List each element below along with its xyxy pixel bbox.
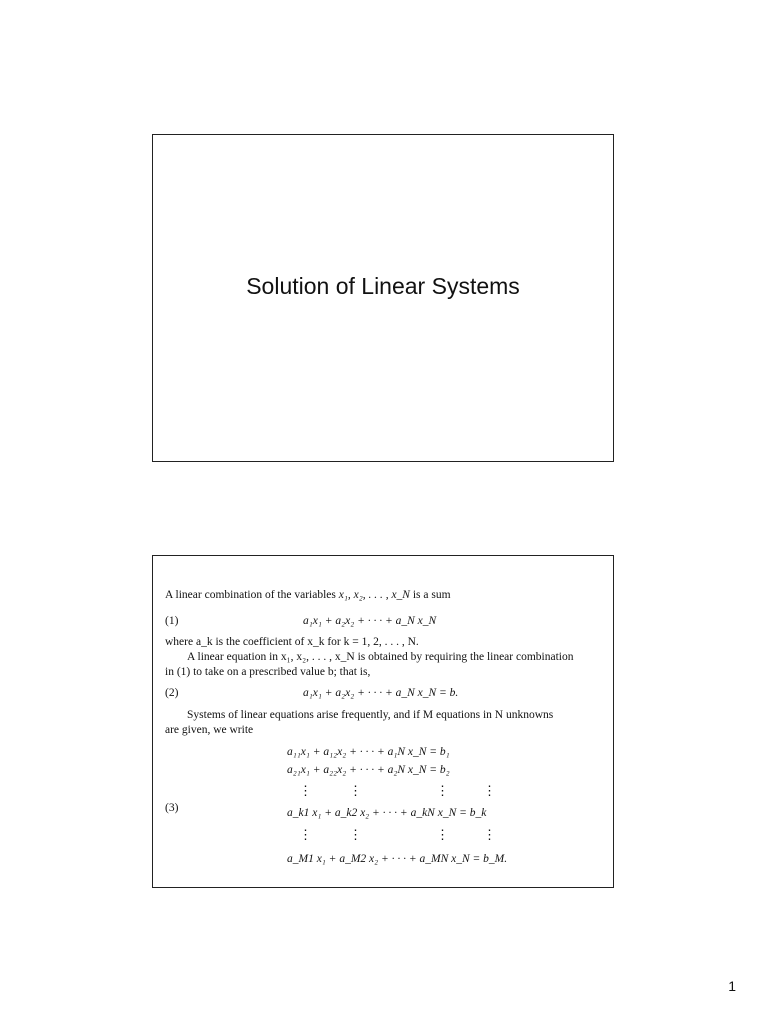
eq1-expression: a₁x₁ + a₂x₂ + · · · + a_N x_N	[303, 615, 437, 627]
vertical-dots: ⋮	[483, 827, 496, 842]
page-number: 1	[728, 978, 736, 994]
vertical-dots: ⋮	[349, 783, 362, 798]
vertical-dots: ⋮	[349, 827, 362, 842]
system-row-1: a₁₁x₁ + a₁₂x₂ + · · · + a₁N x_N = b₁	[287, 746, 450, 758]
eq2-expression: a₁x₁ + a₂x₂ + · · · + a_N x_N = b.	[303, 687, 459, 699]
system-row-2: a₂₁x₁ + a₂₂x₂ + · · · + a₂N x_N = b₂	[287, 764, 450, 776]
paragraph3-line1: Systems of linear equations arise frequently, and if M equations in N unknowns	[187, 709, 554, 721]
vertical-dots: ⋮	[299, 827, 312, 842]
vertical-dots: ⋮	[436, 783, 449, 798]
paragraph3-line2: are given, we write	[165, 724, 254, 736]
title-slide	[152, 134, 614, 462]
intro-sentence: A linear combination of the variables x₁, x₂, . . . , x_N is a sum	[165, 589, 451, 601]
eq2-label: (2)	[165, 687, 179, 699]
slide-title: Solution of Linear Systems	[246, 273, 520, 299]
vertical-dots: ⋮	[483, 783, 496, 798]
system-row-k: a_k1 x₁ + a_k2 x₂ + · · · + a_kN x_N = b_k	[287, 807, 487, 819]
vertical-dots: ⋮	[436, 827, 449, 842]
paragraph2-line1: A linear equation in x₁, x₂, . . . , x_N is obtained by requiring the linear combination	[187, 651, 574, 663]
eq3-label: (3)	[165, 802, 179, 814]
linear-systems-slide	[152, 555, 614, 888]
where-sentence: where a_k is the coefficient of x_k for k = 1, 2, . . . , N.	[165, 636, 419, 648]
paragraph2-line2: in (1) to take on a prescribed value b; that is,	[165, 666, 371, 678]
vertical-dots: ⋮	[299, 783, 312, 798]
eq1-label: (1)	[165, 615, 179, 627]
system-row-m: a_M1 x₁ + a_M2 x₂ + · · · + a_MN x_N = b_M.	[287, 853, 508, 865]
